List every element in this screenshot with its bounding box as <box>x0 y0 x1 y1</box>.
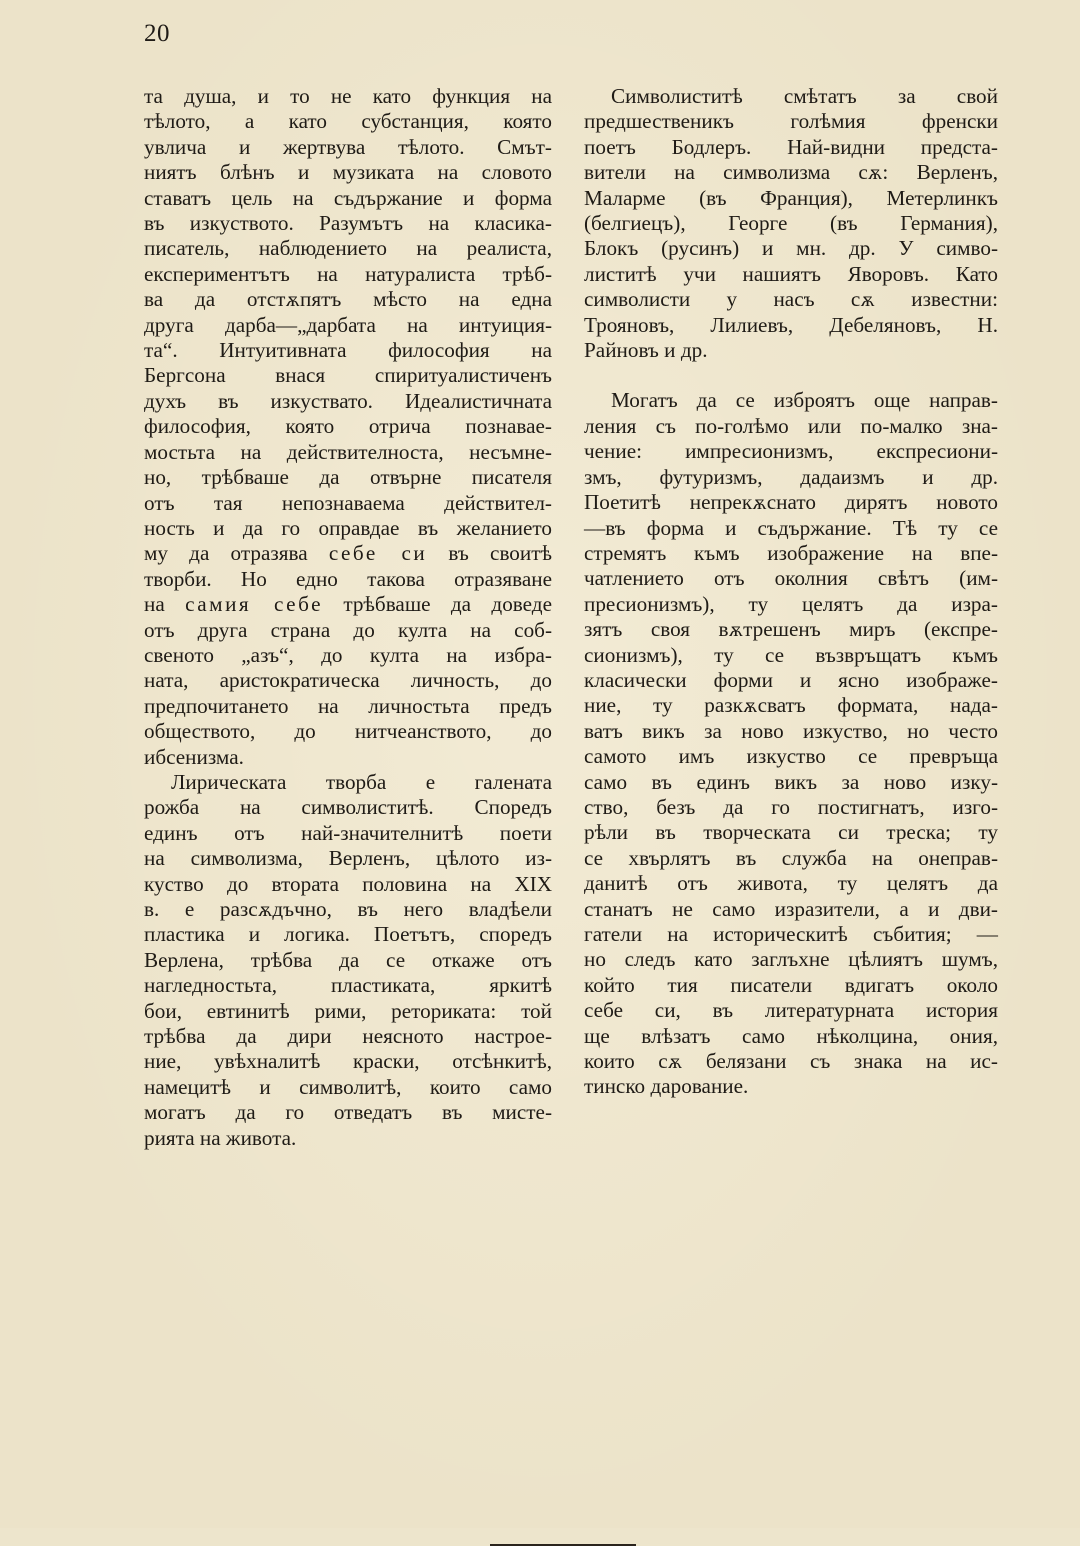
text-line: ления съ по-голѣмо или по-малко зна- <box>584 413 998 438</box>
text-line: ство, безъ да го постигнатъ, изго- <box>584 794 998 819</box>
text-line: тинско дарование. <box>584 1074 749 1099</box>
text-line: отъ тая непознаваема действител- <box>144 490 552 515</box>
text-line: ниятъ блѣнъ и музиката на словото <box>144 160 552 185</box>
text-fragment: въ своитѣ <box>448 541 552 566</box>
text-line: обществото, до нитчеанството, до <box>144 719 552 744</box>
text-fragment: на <box>144 592 165 617</box>
text-line: чатлението отъ околния свѣтъ (им- <box>584 566 998 591</box>
text-line: мостьта на действителноста, несъмне- <box>144 439 552 464</box>
paragraph-symbolism-intuition <box>144 84 552 770</box>
text-line-emphasis <box>144 541 552 566</box>
text-line: духъ въ изкуствато. Идеалистичната <box>144 388 552 413</box>
text-line: Блокъ (русинъ) и мн. др. У симво- <box>584 236 998 261</box>
text-line: отъ друга страна до култа на соб- <box>144 617 552 642</box>
text-line: зятъ своя вѫтрешенъ миръ (експре- <box>584 617 998 642</box>
text-line: стремятъ къмъ изображение на впе- <box>584 540 998 565</box>
text-line: тѣлото, а като субстанция, която <box>144 109 552 134</box>
text-line: ность и да го оправдае въ желанието <box>144 515 552 540</box>
text-line: пресионизмъ), ту целятъ да изра- <box>584 591 998 616</box>
text-line: змъ, футуризмъ, дадаизмъ и др. <box>584 464 998 489</box>
text-line: се хвърлятъ въ служба на онеправ- <box>584 845 998 870</box>
text-line: Райновъ и др. <box>584 338 708 363</box>
text-line: чение: импресионизмъ, експресиони- <box>584 439 998 464</box>
text-line: на символизма, Верленъ, цѣлото из- <box>144 846 552 871</box>
text-line: но следъ като заглъхне цѣлиятъ шумъ, <box>584 947 998 972</box>
text-line: нагледностьта, пластиката, яркитѣ <box>144 973 552 998</box>
text-fragment: му да отразява <box>144 541 308 566</box>
text-line: Лирическата творба е галената <box>171 769 552 794</box>
text-line: сионизмъ), ту се възвръщатъ къмъ <box>584 642 998 667</box>
text-line: куство до втората половина на XIX <box>144 871 552 896</box>
left-column <box>144 84 552 1151</box>
text-line: Могатъ да се изброятъ още направ- <box>611 388 998 413</box>
right-column <box>584 84 998 1100</box>
paragraph-other-movements <box>584 388 998 1099</box>
text-line: само въ единъ викъ за ново изку- <box>584 769 998 794</box>
spaced-emphasis: себе си <box>328 541 428 566</box>
text-line: но, трѣбваше да отвърне писателя <box>144 465 552 490</box>
text-line: Верлена, трѣбва да се откаже отъ <box>144 947 552 972</box>
paragraph-lyric-verlaine <box>144 770 552 1151</box>
text-line: друга дарба—„дарбата на интуиция- <box>144 312 552 337</box>
text-line: та душа, и то не като функция на <box>144 84 552 108</box>
text-line: предпочитането на личностьта предъ <box>144 693 552 718</box>
text-line: станатъ не само изразители, а и дви- <box>584 896 998 921</box>
text-line: експериментътъ на натуралиста трѣб- <box>144 261 552 286</box>
text-line: рѣли въ творческата си треска; ту <box>584 820 998 845</box>
text-line: единъ отъ най-значителнитѣ поети <box>144 820 552 845</box>
text-line: рията на живота. <box>144 1125 297 1150</box>
text-line: данитѣ отъ живота, ту целятъ да <box>584 871 998 896</box>
text-line: бои, евтинитѣ рими, реториката: той <box>144 998 552 1023</box>
page-number: 20 <box>144 20 170 47</box>
text-line: въ изкуството. Разумътъ на класика- <box>144 211 552 236</box>
text-line: философия, която отрича познавае- <box>144 414 552 439</box>
text-line: ние, ту разкѫсватъ формата, нада- <box>584 693 998 718</box>
text-line: творби. Но едно такова отразяване <box>144 566 552 591</box>
text-line: Поетитѣ непрекѫснато дирятъ новото <box>584 490 998 515</box>
text-line: намецитѣ и символитѣ, които само <box>144 1074 552 1099</box>
text-fragment: трѣбваше да доведе <box>343 592 552 617</box>
text-line: Бергсона внася спиритуалистиченъ <box>144 363 552 388</box>
text-line: ибсенизма. <box>144 744 244 769</box>
text-line: писатель, наблюдението на реалиста, <box>144 236 552 261</box>
text-line: ната, аристократическа личность, до <box>144 668 552 693</box>
text-line: ватъ викъ за ново изкуство, но често <box>584 718 998 743</box>
text-line: трѣбва да дири неясното настрое- <box>144 1024 552 1049</box>
text-line: —въ форма и съдържание. Тѣ ту се <box>584 515 998 540</box>
text-line: ставатъ цель на съдържание и форма <box>144 185 552 210</box>
text-line: Маларме (въ Франция), Метерлинкъ <box>584 185 998 210</box>
spaced-emphasis: самия себе <box>185 592 323 617</box>
text-line: пластика и логика. Поетътъ, споредъ <box>144 922 552 947</box>
text-line-emphasis <box>144 592 552 617</box>
text-line: гатели на историческитѣ събития; — <box>584 922 998 946</box>
text-line: в. е разсѫдъчно, въ него владѣели <box>144 897 552 921</box>
text-line: предшественикъ голѣмия френски <box>584 109 998 134</box>
text-line: вители на символизма сѫ: Верленъ, <box>584 160 998 185</box>
text-line: себе си, въ литературната история <box>584 998 998 1023</box>
text-line: свеното „азъ“, до култа на избра- <box>144 642 552 667</box>
text-line: самото имъ изкуство се превръща <box>584 744 998 769</box>
text-line: Символиститѣ смѣтатъ за свой <box>611 84 998 108</box>
text-line: символисти у насъ сѫ известни: <box>584 287 998 312</box>
paragraph-symbolist-predecessors <box>584 84 998 363</box>
text-line: рожба на символиститѣ. Споредъ <box>144 795 552 820</box>
text-line: могатъ да го отведатъ въ мистe- <box>144 1100 552 1125</box>
text-line: ва да отстѫпятъ мѣсто на една <box>144 287 552 312</box>
text-line: листитѣ учи нашиятъ Яворовъ. Като <box>584 261 998 286</box>
text-line: поетъ Бодлеръ. Най-видни предста- <box>584 134 998 159</box>
text-line: ние, увѣхналитѣ краски, отсѣнкитѣ, <box>144 1049 552 1074</box>
text-line: увлича и жертвува тѣлото. Смът- <box>144 134 552 159</box>
text-line: Трояновъ, Лилиевъ, Дебеляновъ, Н. <box>584 312 998 337</box>
text-line: ще влѣзатъ само нѣколцина, ония, <box>584 1023 998 1048</box>
text-line: та“. Интуитивната философия на <box>144 338 552 363</box>
text-line: (белгиецъ), Георге (въ Германия), <box>584 211 998 236</box>
text-line: класически форми и ясно изображе- <box>584 667 998 692</box>
text-line: който тия писатели вдигатъ около <box>584 972 998 997</box>
text-line: които сѫ белязани съ знака на ис- <box>584 1049 998 1074</box>
